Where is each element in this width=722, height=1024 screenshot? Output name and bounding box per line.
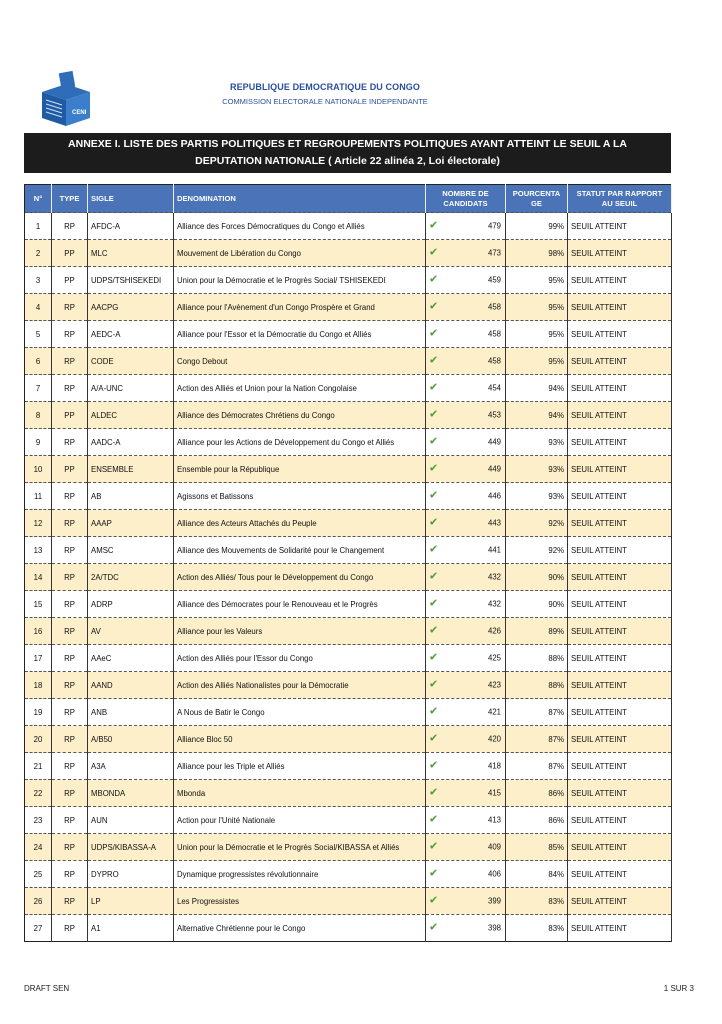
col-header-sigle: SIGLE (88, 185, 174, 213)
row-candidats: 449 (487, 437, 501, 447)
row-statut: SEUIL ATTEINT (568, 645, 672, 672)
table-row (25, 402, 672, 429)
row-denomination: Ensemble pour la République (174, 456, 426, 483)
row-statut: SEUIL ATTEINT (568, 726, 672, 753)
row-statut: SEUIL ATTEINT (568, 294, 672, 321)
row-candidats-cell (426, 456, 506, 483)
check-icon: ✔ (429, 462, 439, 475)
row-candidats-cell (426, 294, 506, 321)
row-percentage: 83% (506, 888, 568, 915)
header-titles (150, 82, 500, 106)
row-sigle: AMSC (88, 537, 174, 564)
row-candidats-cell (426, 834, 506, 861)
row-percentage: 87% (506, 699, 568, 726)
row-candidats: 459 (487, 275, 501, 285)
row-sigle: AADC-A (88, 429, 174, 456)
row-percentage: 86% (506, 807, 568, 834)
row-sigle: A3A (88, 753, 174, 780)
table-row (25, 213, 672, 240)
row-denomination: Agissons et Batissons (174, 483, 426, 510)
row-sigle: ALDEC (88, 402, 174, 429)
parties-table (24, 184, 672, 942)
check-icon: ✔ (429, 219, 439, 232)
row-number: 9 (25, 429, 52, 456)
row-candidats-cell (426, 402, 506, 429)
row-percentage: 84% (506, 861, 568, 888)
row-percentage: 93% (506, 456, 568, 483)
row-candidats-cell (426, 645, 506, 672)
row-type: RP (52, 591, 88, 618)
row-type: RP (52, 834, 88, 861)
table-row (25, 321, 672, 348)
row-type: RP (52, 375, 88, 402)
check-icon: ✔ (429, 435, 439, 448)
table-row (25, 483, 672, 510)
row-sigle: AAeC (88, 645, 174, 672)
row-sigle: AFDC-A (88, 213, 174, 240)
check-icon: ✔ (429, 759, 439, 772)
row-number: 3 (25, 267, 52, 294)
row-sigle: UDPS/KIBASSA-A (88, 834, 174, 861)
row-type: RP (52, 510, 88, 537)
row-sigle: AV (88, 618, 174, 645)
row-statut: SEUIL ATTEINT (568, 267, 672, 294)
row-number: 19 (25, 699, 52, 726)
row-statut: SEUIL ATTEINT (568, 888, 672, 915)
row-statut: SEUIL ATTEINT (568, 537, 672, 564)
row-denomination: Alliance des Démocrates pour le Renouveau et le Progrès (174, 591, 426, 618)
row-percentage: 83% (506, 915, 568, 942)
row-statut: SEUIL ATTEINT (568, 807, 672, 834)
table-row (25, 240, 672, 267)
row-statut: SEUIL ATTEINT (568, 861, 672, 888)
row-denomination: Alliance pour l'Essor et la Démocratie du Congo et Alliés (174, 321, 426, 348)
check-icon: ✔ (429, 678, 439, 691)
row-denomination: Alliance des Mouvements de Solidarité pour le Changement (174, 537, 426, 564)
table-row (25, 429, 672, 456)
check-icon: ✔ (429, 921, 439, 934)
row-candidats-cell (426, 510, 506, 537)
row-number: 11 (25, 483, 52, 510)
row-number: 25 (25, 861, 52, 888)
row-sigle: MLC (88, 240, 174, 267)
check-icon: ✔ (429, 624, 439, 637)
row-number: 26 (25, 888, 52, 915)
row-sigle: ADRP (88, 591, 174, 618)
row-denomination: A Nous de Batir le Congo (174, 699, 426, 726)
footer-page-number: 1 SUR 3 (663, 984, 694, 993)
row-type: RP (52, 429, 88, 456)
row-percentage: 87% (506, 726, 568, 753)
row-statut: SEUIL ATTEINT (568, 510, 672, 537)
col-header-statut: STATUT PAR RAPPORT AU SEUIL (568, 185, 672, 213)
check-icon: ✔ (429, 840, 439, 853)
row-statut: SEUIL ATTEINT (568, 753, 672, 780)
row-number: 4 (25, 294, 52, 321)
table-row (25, 564, 672, 591)
row-candidats-cell (426, 915, 506, 942)
row-sigle: ENSEMBLE (88, 456, 174, 483)
check-icon: ✔ (429, 354, 439, 367)
row-percentage: 94% (506, 402, 568, 429)
table-row (25, 807, 672, 834)
row-type: RP (52, 726, 88, 753)
table-row (25, 537, 672, 564)
republic-title: REPUBLIQUE DEMOCRATIQUE DU CONGO (229, 82, 421, 92)
row-candidats: 446 (487, 491, 501, 501)
row-candidats: 399 (487, 896, 501, 906)
row-candidats: 425 (487, 653, 501, 663)
row-statut: SEUIL ATTEINT (568, 429, 672, 456)
row-candidats: 432 (487, 599, 501, 609)
row-type: RP (52, 294, 88, 321)
row-percentage: 88% (506, 672, 568, 699)
row-candidats: 458 (487, 302, 501, 312)
row-denomination: Action des Alliés/ Tous pour le Développement du Congo (174, 564, 426, 591)
row-candidats-cell (426, 537, 506, 564)
row-percentage: 98% (506, 240, 568, 267)
row-sigle: AUN (88, 807, 174, 834)
table-row (25, 915, 672, 942)
row-candidats-cell (426, 564, 506, 591)
check-icon: ✔ (429, 867, 439, 880)
row-candidats-cell (426, 888, 506, 915)
row-candidats: 426 (487, 626, 501, 636)
row-type: RP (52, 564, 88, 591)
row-type: RP (52, 915, 88, 942)
row-candidats-cell (426, 807, 506, 834)
table-row (25, 861, 672, 888)
row-percentage: 92% (506, 537, 568, 564)
row-candidats-cell (426, 321, 506, 348)
row-type: RP (52, 348, 88, 375)
row-sigle: ANB (88, 699, 174, 726)
row-candidats-cell (426, 699, 506, 726)
table-row (25, 888, 672, 915)
row-sigle: LP (88, 888, 174, 915)
row-candidats: 409 (487, 842, 501, 852)
table-row (25, 456, 672, 483)
row-denomination: Action des Alliés Nationalistes pour la Démocratie (174, 672, 426, 699)
row-denomination: Alliance pour les Valeurs (174, 618, 426, 645)
row-statut: SEUIL ATTEINT (568, 780, 672, 807)
row-type: RP (52, 780, 88, 807)
check-icon: ✔ (429, 381, 439, 394)
row-number: 23 (25, 807, 52, 834)
row-denomination: Action des Alliés pour l'Essor du Congo (174, 645, 426, 672)
row-type: RP (52, 321, 88, 348)
row-statut: SEUIL ATTEINT (568, 402, 672, 429)
table-row (25, 726, 672, 753)
row-statut: SEUIL ATTEINT (568, 618, 672, 645)
footer-draft-label: DRAFT SEN (24, 984, 70, 993)
row-type: RP (52, 537, 88, 564)
row-sigle: A/A-UNC (88, 375, 174, 402)
row-candidats-cell (426, 591, 506, 618)
row-candidats: 449 (487, 464, 501, 474)
col-header-candidats: NOMBRE DE CANDIDATS (426, 185, 506, 213)
check-icon: ✔ (429, 327, 439, 340)
check-icon: ✔ (429, 489, 439, 502)
row-sigle: MBONDA (88, 780, 174, 807)
row-percentage: 85% (506, 834, 568, 861)
check-icon: ✔ (429, 705, 439, 718)
table-row (25, 294, 672, 321)
row-candidats: 432 (487, 572, 501, 582)
row-sigle: A1 (88, 915, 174, 942)
svg-text:CENI: CENI (72, 110, 87, 116)
row-type: RP (52, 807, 88, 834)
row-percentage: 95% (506, 321, 568, 348)
row-denomination: Alternative Chrétienne pour le Congo (174, 915, 426, 942)
ceni-logo (38, 70, 94, 128)
row-candidats-cell (426, 780, 506, 807)
table-row (25, 348, 672, 375)
row-statut: SEUIL ATTEINT (568, 564, 672, 591)
row-sigle: DYPRO (88, 861, 174, 888)
row-percentage: 89% (506, 618, 568, 645)
row-statut: SEUIL ATTEINT (568, 240, 672, 267)
table-row (25, 591, 672, 618)
row-candidats-cell (426, 429, 506, 456)
row-number: 14 (25, 564, 52, 591)
table-row (25, 510, 672, 537)
row-candidats: 398 (487, 923, 501, 933)
banner-line-1: ANNEXE I. LISTE DES PARTIS POLITIQUES ET REGROUPEMENTS POLITIQUES AYANT ATTEINT LE SEUIL A LA (68, 138, 627, 150)
table-row (25, 618, 672, 645)
row-denomination: Union pour la Démocratie et le Progrès Social/KIBASSA et Alliés (174, 834, 426, 861)
check-icon: ✔ (429, 597, 439, 610)
row-candidats-cell (426, 348, 506, 375)
row-type: RP (52, 213, 88, 240)
row-number: 16 (25, 618, 52, 645)
row-type: RP (52, 888, 88, 915)
row-percentage: 95% (506, 267, 568, 294)
row-number: 10 (25, 456, 52, 483)
row-number: 18 (25, 672, 52, 699)
row-type: PP (52, 240, 88, 267)
row-denomination: Alliance pour les Triple et Alliés (174, 753, 426, 780)
check-icon: ✔ (429, 786, 439, 799)
row-type: RP (52, 753, 88, 780)
row-statut: SEUIL ATTEINT (568, 348, 672, 375)
row-candidats-cell (426, 618, 506, 645)
table-row (25, 780, 672, 807)
row-percentage: 87% (506, 753, 568, 780)
row-percentage: 99% (506, 213, 568, 240)
row-number: 1 (25, 213, 52, 240)
row-candidats-cell (426, 240, 506, 267)
row-number: 17 (25, 645, 52, 672)
row-statut: SEUIL ATTEINT (568, 456, 672, 483)
row-percentage: 88% (506, 645, 568, 672)
row-candidats: 420 (487, 734, 501, 744)
row-denomination: Alliance des Forces Démocratiques du Congo et Alliés (174, 213, 426, 240)
check-icon: ✔ (429, 732, 439, 745)
row-candidats: 479 (487, 221, 501, 231)
row-statut: SEUIL ATTEINT (568, 834, 672, 861)
row-candidats: 443 (487, 518, 501, 528)
row-statut: SEUIL ATTEINT (568, 483, 672, 510)
row-sigle: AAND (88, 672, 174, 699)
row-candidats: 441 (487, 545, 501, 555)
row-denomination: Alliance pour les Actions de Développement du Congo et Alliés (174, 429, 426, 456)
row-number: 5 (25, 321, 52, 348)
row-denomination: Alliance des Démocrates Chrétiens du Congo (174, 402, 426, 429)
row-number: 21 (25, 753, 52, 780)
row-percentage: 95% (506, 348, 568, 375)
row-percentage: 90% (506, 564, 568, 591)
row-candidats: 406 (487, 869, 501, 879)
commission-title: COMMISSION ELECTORALE NATIONALE INDEPENDANTE (222, 97, 428, 106)
row-candidats-cell (426, 267, 506, 294)
row-statut: SEUIL ATTEINT (568, 321, 672, 348)
row-percentage: 94% (506, 375, 568, 402)
row-type: PP (52, 456, 88, 483)
row-percentage: 86% (506, 780, 568, 807)
row-denomination: Mouvement de Libération du Congo (174, 240, 426, 267)
row-number: 24 (25, 834, 52, 861)
row-denomination: Alliance des Acteurs Attachés du Peuple (174, 510, 426, 537)
row-candidats: 413 (487, 815, 501, 825)
row-denomination: Mbonda (174, 780, 426, 807)
row-statut: SEUIL ATTEINT (568, 213, 672, 240)
row-type: RP (52, 861, 88, 888)
row-sigle: 2A/TDC (88, 564, 174, 591)
check-icon: ✔ (429, 273, 439, 286)
row-number: 8 (25, 402, 52, 429)
row-sigle: AB (88, 483, 174, 510)
row-type: RP (52, 618, 88, 645)
check-icon: ✔ (429, 813, 439, 826)
col-header-type: TYPE (52, 185, 88, 213)
annex-title-banner (24, 133, 671, 173)
row-denomination: Action des Alliés et Union pour la Nation Congolaise (174, 375, 426, 402)
row-candidats: 458 (487, 356, 501, 366)
row-type: PP (52, 267, 88, 294)
row-candidats-cell (426, 672, 506, 699)
row-statut: SEUIL ATTEINT (568, 699, 672, 726)
row-candidats-cell (426, 375, 506, 402)
check-icon: ✔ (429, 408, 439, 421)
check-icon: ✔ (429, 516, 439, 529)
table-row (25, 834, 672, 861)
check-icon: ✔ (429, 300, 439, 313)
row-candidats-cell (426, 213, 506, 240)
row-denomination: Alliance pour l'Avènement d'un Congo Prospère et Grand (174, 294, 426, 321)
row-denomination: Union pour la Démocratie et le Progrès Social/ TSHISEKEDI (174, 267, 426, 294)
row-type: RP (52, 699, 88, 726)
banner-line-2: DEPUTATION NATIONALE ( Article 22 alinéa 2, Loi électorale) (195, 155, 500, 167)
row-candidats: 453 (487, 410, 501, 420)
row-number: 13 (25, 537, 52, 564)
row-candidats-cell (426, 483, 506, 510)
table-row (25, 267, 672, 294)
row-number: 7 (25, 375, 52, 402)
table-header-row (25, 185, 672, 213)
check-icon: ✔ (429, 543, 439, 556)
row-number: 2 (25, 240, 52, 267)
row-denomination: Alliance Bloc 50 (174, 726, 426, 753)
check-icon: ✔ (429, 570, 439, 583)
check-icon: ✔ (429, 246, 439, 259)
row-percentage: 93% (506, 483, 568, 510)
row-sigle: AACPG (88, 294, 174, 321)
row-candidats-cell (426, 753, 506, 780)
row-number: 15 (25, 591, 52, 618)
row-denomination: Dynamique progressistes révolutionnaire (174, 861, 426, 888)
row-type: RP (52, 645, 88, 672)
row-candidats: 418 (487, 761, 501, 771)
row-candidats: 423 (487, 680, 501, 690)
row-candidats: 415 (487, 788, 501, 798)
row-number: 22 (25, 780, 52, 807)
table-row (25, 375, 672, 402)
row-number: 12 (25, 510, 52, 537)
row-denomination: Congo Debout (174, 348, 426, 375)
table-row (25, 699, 672, 726)
row-sigle: CODE (88, 348, 174, 375)
row-type: PP (52, 402, 88, 429)
row-percentage: 95% (506, 294, 568, 321)
row-candidats: 458 (487, 329, 501, 339)
row-candidats: 421 (487, 707, 501, 717)
row-sigle: AEDC-A (88, 321, 174, 348)
row-type: RP (52, 672, 88, 699)
check-icon: ✔ (429, 894, 439, 907)
row-sigle: A/B50 (88, 726, 174, 753)
row-candidats: 454 (487, 383, 501, 393)
table-row (25, 672, 672, 699)
table-row (25, 645, 672, 672)
row-candidats-cell (426, 861, 506, 888)
table-row (25, 753, 672, 780)
row-denomination: Action pour l'Unité Nationale (174, 807, 426, 834)
row-candidats-cell (426, 726, 506, 753)
col-header-pourcentage: POURCENTA GE (506, 185, 568, 213)
row-statut: SEUIL ATTEINT (568, 591, 672, 618)
row-sigle: UDPS/TSHISEKEDI (88, 267, 174, 294)
col-header-denomination: DENOMINATION (174, 185, 426, 213)
row-statut: SEUIL ATTEINT (568, 915, 672, 942)
row-statut: SEUIL ATTEINT (568, 672, 672, 699)
row-number: 6 (25, 348, 52, 375)
row-percentage: 92% (506, 510, 568, 537)
col-header-num: N° (25, 185, 52, 213)
row-denomination: Les Progressistes (174, 888, 426, 915)
row-percentage: 93% (506, 429, 568, 456)
row-candidats: 473 (487, 248, 501, 258)
row-number: 27 (25, 915, 52, 942)
row-number: 20 (25, 726, 52, 753)
row-type: RP (52, 483, 88, 510)
row-percentage: 90% (506, 591, 568, 618)
row-sigle: AAAP (88, 510, 174, 537)
check-icon: ✔ (429, 651, 439, 664)
row-statut: SEUIL ATTEINT (568, 375, 672, 402)
